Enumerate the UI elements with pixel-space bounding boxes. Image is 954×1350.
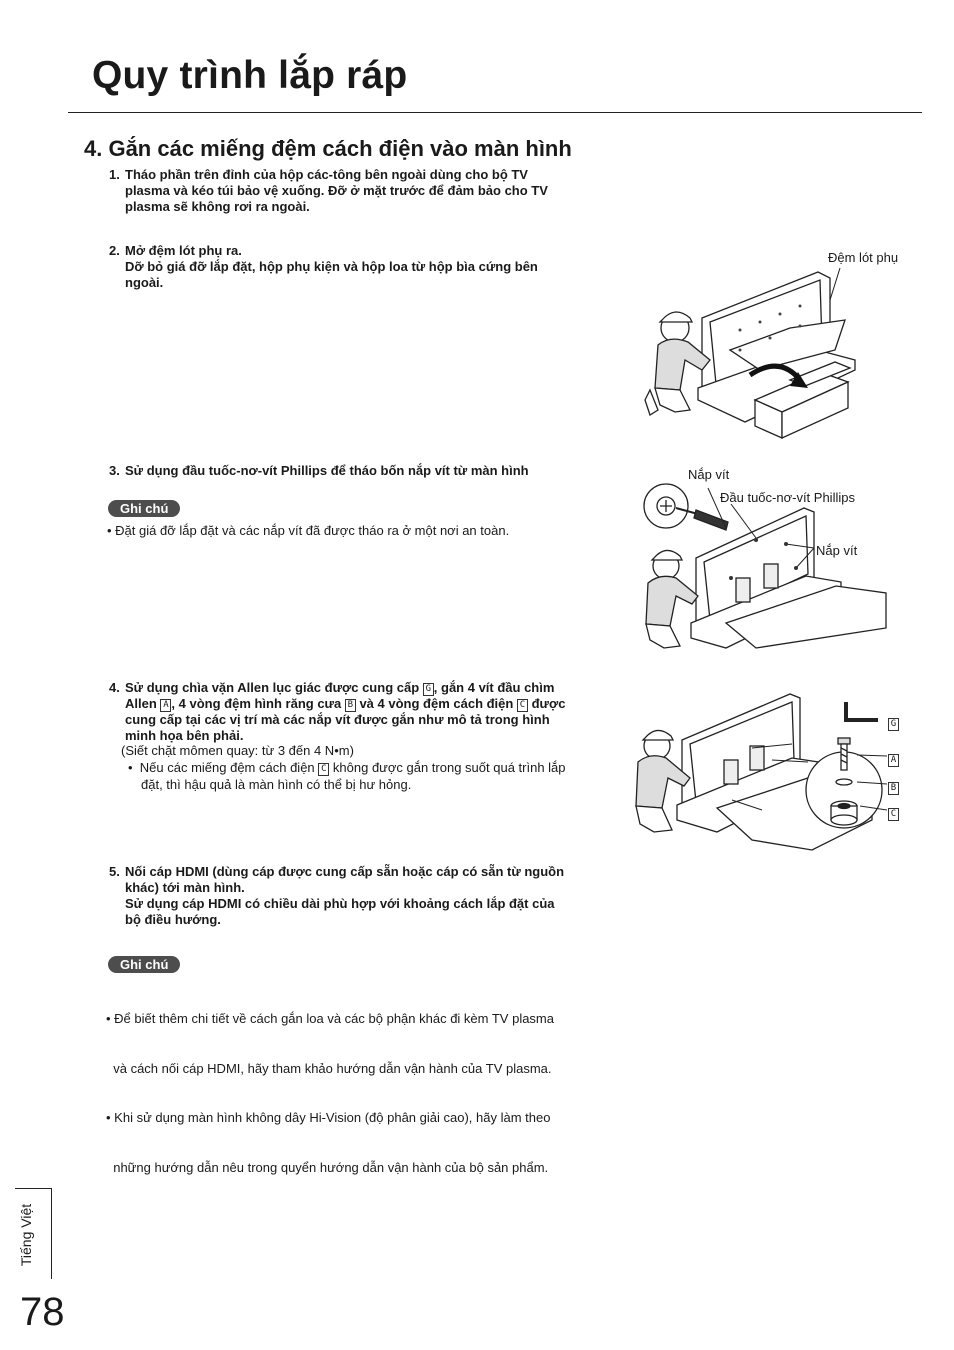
language-label: Tiếng Việt xyxy=(18,1203,34,1267)
step-text-line: plasma sẽ không rơi ra ngoài. xyxy=(125,199,310,214)
figure-2-label-cap-right: Nắp vít xyxy=(816,543,858,558)
step-text-line: bộ điều hướng. xyxy=(125,912,221,927)
figure-2-illustration xyxy=(636,478,896,660)
step-text-line: Dỡ bỏ giá đỡ lắp đặt, hộp phụ kiện và hộp loa từ hộp bìa cứng bên xyxy=(125,259,538,274)
figure-2-label-cap-top: Nắp vít xyxy=(688,467,730,482)
note-line: • Khi sử dụng màn hình không dây Hi-Vision (độ phân giải cao), hãy làm theo xyxy=(106,1110,551,1125)
step-2 xyxy=(109,243,538,291)
torque-spec: (Siết chặt mômen quay: từ 3 đến 4 N•m) xyxy=(121,743,354,758)
page-title: Quy trình lắp ráp xyxy=(92,54,408,97)
section-title: 4. Gắn các miếng đệm cách điện vào màn hình xyxy=(84,136,572,161)
figure-2-label-driver: Đầu tuốc-nơ-vít Phillips xyxy=(720,490,855,505)
note-line: và cách nối cáp HDMI, hãy tham khảo hướng dẫn vận hành của TV plasma. xyxy=(106,1060,552,1076)
step-text-line: Mở đệm lót phụ ra. xyxy=(125,243,242,258)
title-divider xyxy=(68,112,922,113)
figure-3-illustration xyxy=(632,690,912,865)
step-text-line: khác) tới màn hình. xyxy=(125,880,245,895)
step-1 xyxy=(109,167,548,215)
step-4 xyxy=(109,680,625,744)
bullet-text: đặt, thì hậu quả là màn hình có thể bị hư hỏng. xyxy=(141,776,412,792)
bullet-text: Nếu các miếng đệm cách điện xyxy=(139,760,315,775)
figure-3-letter-a: A xyxy=(888,754,899,767)
figure-1-illustration xyxy=(640,260,920,450)
step-number: 1. xyxy=(109,167,120,182)
step-text-line: Tháo phần trên đỉnh của hộp các-tông bên ngoài dùng cho bộ TV xyxy=(125,167,528,182)
part-letter-b: B xyxy=(345,699,356,712)
note-text xyxy=(106,978,554,1193)
step-text-line: Sử dụng đầu tuốc-nơ-vít Phillips để tháo bốn nắp vít từ màn hình xyxy=(125,463,529,478)
step-text: Sử dụng chìa vặn Allen lục giác được cung cấp xyxy=(125,680,420,695)
note-line: • Để biết thêm chi tiết về cách gắn loa và các bộ phận khác đi kèm TV plasma xyxy=(106,1011,554,1026)
step-text: Allen xyxy=(125,696,157,711)
bullet-text: không được gắn trong suốt quá trình lắp xyxy=(332,760,566,775)
figure-3-letter-g: G xyxy=(888,718,899,731)
figure-1-label-cushion: Đệm lót phụ xyxy=(828,250,899,265)
warning-bullet: • Nếu các miếng đệm cách điện C không được gắn trong suốt quá trình lắp đặt, thì hậu quả là màn hình có thể bị hư hỏng. xyxy=(128,760,628,793)
part-letter-g: G xyxy=(423,683,434,696)
step-text: được xyxy=(531,696,566,711)
part-letter-c: C xyxy=(318,763,329,776)
step-text: và 4 vòng đệm cách điện xyxy=(359,696,514,711)
language-side-tab xyxy=(15,1188,52,1279)
step-text: , gắn 4 vít đầu chìm xyxy=(433,680,555,695)
note-text: • Đặt giá đỡ lắp đặt và các nắp vít đã được tháo ra ở một nơi an toàn. xyxy=(107,523,510,538)
part-letter-a: A xyxy=(160,699,171,712)
step-text-line: cung cấp tại các vị trí mà các nắp vít được gắn như mô tả trong hình xyxy=(125,712,550,727)
figure-3-letter-b: B xyxy=(888,782,899,795)
note-badge: Ghi chú xyxy=(108,500,180,517)
step-number: 4. xyxy=(109,680,120,695)
part-letter-c: C xyxy=(517,699,528,712)
figure-3-letter-c: C xyxy=(888,808,899,821)
step-text-line: ngoài. xyxy=(125,275,164,290)
step-text: , 4 vòng đệm hình răng cưa xyxy=(171,696,342,711)
step-number: 3. xyxy=(109,463,120,478)
step-3 xyxy=(109,463,529,479)
step-5 xyxy=(109,864,565,928)
step-text-line: Nối cáp HDMI (dùng cáp được cung cấp sẵn hoặc cáp có sẵn từ nguồn xyxy=(125,864,565,879)
step-text-line: Sử dụng cáp HDMI có chiều dài phù hợp với khoảng cách lắp đặt của xyxy=(125,896,555,911)
step-text-line: minh họa bên phải. xyxy=(125,728,244,743)
step-number: 2. xyxy=(109,243,120,258)
page-number: 78 xyxy=(20,1290,65,1334)
note-line: những hướng dẫn nêu trong quyển hướng dẫn vận hành của bộ sản phẩm. xyxy=(106,1159,549,1175)
step-text-line: plasma và kéo túi bảo vệ xuống. Đỡ ở mặt trước để đảm bảo cho TV xyxy=(125,183,548,198)
note-badge: Ghi chú xyxy=(108,956,180,973)
step-number: 5. xyxy=(109,864,120,879)
